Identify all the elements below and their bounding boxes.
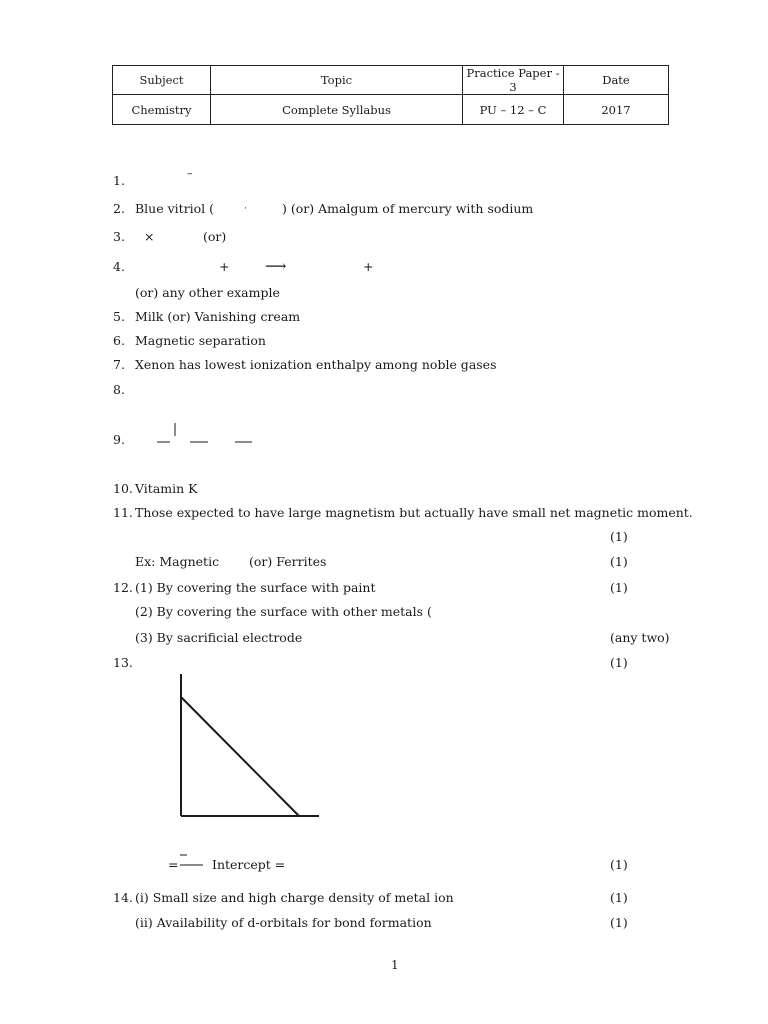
answer-12-line-3: (3) By sacrificial electrode [135, 630, 303, 645]
answer-5-number: 5. [113, 309, 125, 324]
answer-14-line-2: (ii) Availability of d-orbitals for bond formation [135, 915, 432, 930]
answer-13-intercept: Intercept = [212, 857, 286, 872]
answer-3-or: (or) [203, 229, 227, 244]
answer-14-mark-2: (1) [610, 915, 628, 930]
answer-12-line-1: (1) By covering the surface with paint [135, 580, 376, 595]
answer-11-example-a: Ex: Magnetic [135, 554, 220, 569]
answer-2-text-a: Blue vitriol ( [135, 201, 215, 216]
answer-12-number: 12. [113, 580, 133, 595]
answer-13-mark: (1) [610, 655, 628, 670]
answer-11-mark-a: (1) [610, 529, 628, 544]
answer-13-equals: = [168, 857, 179, 872]
answer-11-text: Those expected to have large magnetism but actually have small net magnetic moment. [135, 505, 693, 520]
answer-7-number: 7. [113, 357, 125, 372]
answer-13-fraction [180, 855, 203, 865]
value-year: 2017 [564, 95, 669, 125]
header-date: Date [564, 66, 669, 95]
answer-4-plus-b: + [363, 259, 374, 274]
reaction-arrow-icon: ⟶ [265, 257, 287, 275]
answer-13-number: 13. [113, 655, 133, 670]
answer-9-number: 9. [113, 432, 125, 447]
answer-2-number: 2. [113, 201, 125, 216]
answer-11-mark-b: (1) [610, 554, 628, 569]
answer-4-note: (or) any other example [135, 285, 280, 300]
value-topic: Complete Syllabus [211, 95, 463, 125]
answer-8-number: 8. [113, 382, 125, 397]
answer-14-number: 14. [113, 890, 133, 905]
value-paper-code: PU – 12 – C [463, 95, 564, 125]
straight-line-graph [181, 674, 319, 816]
answer-12-mark-3: (any two) [610, 630, 670, 645]
answer-10-number: 10. [113, 481, 133, 496]
answer-12-mark-1: (1) [610, 580, 628, 595]
answer-5-text: Milk (or) Vanishing cream [135, 309, 301, 324]
answer-7-text: Xenon has lowest ionization enthalpy among noble gases [135, 357, 497, 372]
answer-3-number: 3. [113, 229, 125, 244]
answer-6-number: 6. [113, 333, 125, 348]
answer-3-times: × [144, 229, 155, 244]
answer-11-example-b: (or) Ferrites [249, 554, 327, 569]
header-subject: Subject [113, 66, 211, 95]
answer-4-plus-a: + [219, 259, 230, 274]
answer-9-fraction-bars [157, 423, 252, 442]
answer-12-line-2: (2) By covering the surface with other metals ( [135, 604, 432, 619]
answer-11-number: 11. [113, 505, 133, 520]
graph-line [181, 697, 299, 816]
answer-2-text-b: ) (or) Amalgum of mercury with sodium [282, 201, 534, 216]
answer-13-mark-b: (1) [610, 857, 628, 872]
page-number: 1 [391, 958, 399, 972]
answer-2-dot: · [244, 204, 247, 214]
header-topic: Topic [211, 66, 463, 95]
answer-6-text: Magnetic separation [135, 333, 266, 348]
header-practice-paper: Practice Paper - 3 [463, 66, 564, 95]
answer-1-number: 1. [113, 173, 125, 188]
answer-4-number: 4. [113, 259, 125, 274]
answer-1-mark: – [187, 167, 193, 180]
answer-14-line-1: (i) Small size and high charge density of metal ion [135, 890, 454, 905]
answer-10-text: Vitamin K [135, 481, 198, 496]
answer-14-mark-1: (1) [610, 890, 628, 905]
value-subject: Chemistry [113, 95, 211, 125]
